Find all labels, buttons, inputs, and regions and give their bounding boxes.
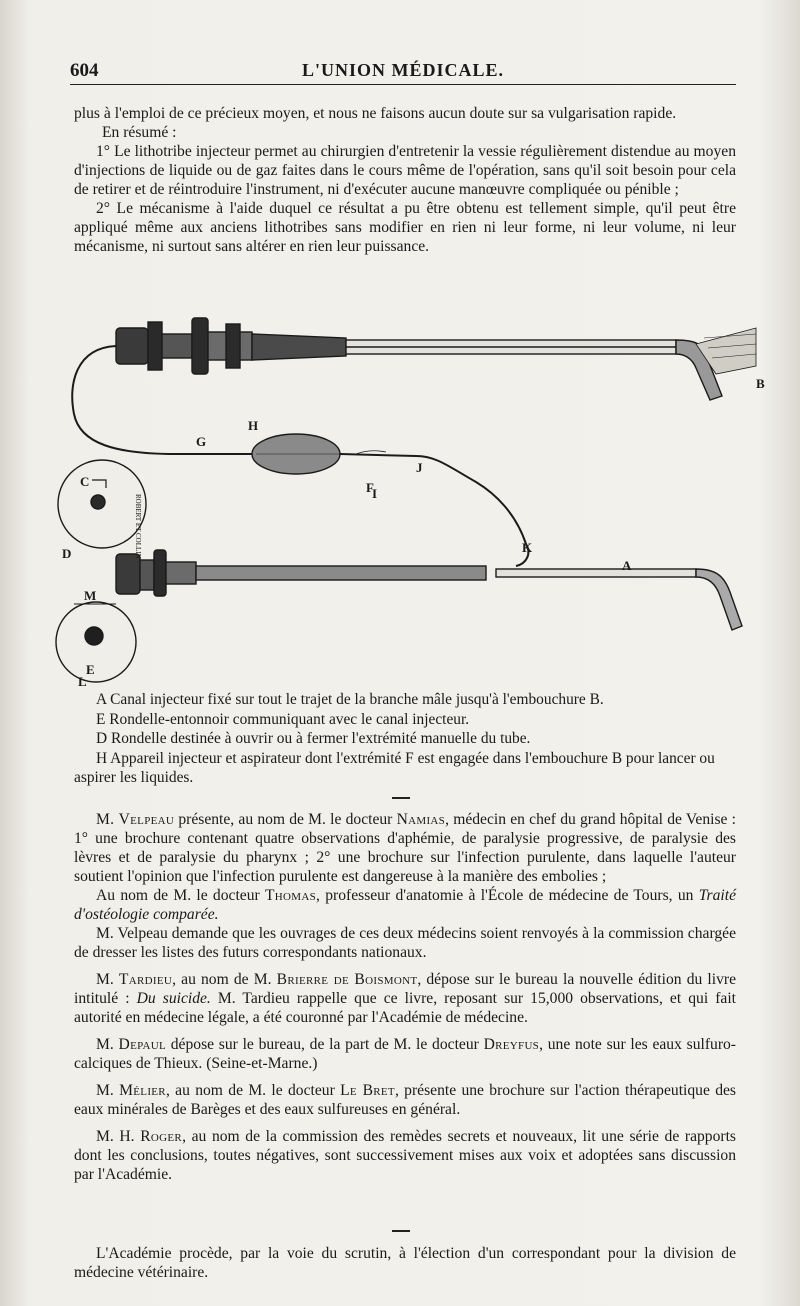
summary-point-1: 1° Le lithotribe injecteur permet au chirurgien d'entretenir la vessie régulièrement distendue au moyen d'injections de liquide ou de gaz faites dans le cours même de l'opération, sans qu'il soit besoin pour cela de retirer et de réintroduire l'instrument, ni d'exécuter aucune manœuvre compliquée ou pénible ; — [74, 143, 736, 198]
label-g: G — [196, 434, 207, 449]
rondelle-upper — [58, 460, 146, 548]
paragraph-melier: M. Mélier, au nom de M. le docteur Le Bret, présente une brochure sur l'action thérapeutique des eaux minérales de Barèges et des eaux sulfureuses en général. — [74, 1082, 736, 1118]
paragraph-roger: M. H. Roger, au nom de la commission des remèdes secrets et nouveaux, lit une série de rapports dont les conclusions, toutes négatives, sont successivement mises aux voix et adoptées sans discussion par l'Académie. — [74, 1128, 736, 1183]
injector-bulb — [252, 434, 526, 544]
body-text — [74, 810, 736, 1184]
label-c: C — [80, 474, 90, 489]
separator-bottom — [392, 1230, 410, 1232]
paragraph-velpeau: M. Velpeau présente, au nom de M. le docteur Namias, médecin en chef du grand hôpital de Venise : 1° une brochure contenant quatre observations d'aphémie, de paralysie progressive, de paralysie des lèvres et de paralysie du pharynx ; 2° une brochure sur l'infection purulente, dans laquelle l'auteur soutient l'opinion que l'infection purulente est dangereuse à la manière des embolies ; — [74, 811, 736, 885]
figure-caption — [74, 690, 736, 788]
paragraph-tardieu: M. Tardieu, au nom de M. Brierre de Boismont, dépose sur le bureau la nouvelle édition du livre intitulé : Du suicide. M. Tardieu rappelle que ce livre, reposant sur 15,000 observations, et qui fait autorité en médecine légale, a été couronné par l'Académie de médecine. — [74, 971, 737, 1026]
label-j: J — [416, 460, 423, 475]
label-k: K — [522, 540, 533, 555]
caption-h: H Appareil injecteur et aspirateur dont l'extrémité F est engagée dans l'embouchure B pour lancer ou aspirer les liquides. — [74, 749, 715, 786]
separator — [392, 797, 410, 799]
running-header — [70, 58, 736, 85]
label-l: L — [78, 674, 87, 689]
journal-title: L'UNION MÉDICALE. — [301, 60, 505, 80]
paragraph-depaul: M. Depaul dépose sur le bureau, de la part de M. le docteur Dreyfus, une note sur les eaux sulfuro-calciques de Thieux. (Seine-et-Marne.) — [74, 1036, 737, 1072]
caption-a: A Canal injecteur fixé sur tout le trajet de la branche mâle jusqu'à l'embouchure B. — [96, 691, 604, 708]
label-h: H — [248, 418, 259, 433]
maker-stamp: ROBERT ET COLLIN — [134, 494, 142, 559]
intro-paragraph: plus à l'emploi de ce précieux moyen, et nous ne faisons aucun doute sur sa vulgarisation rapide. — [74, 105, 677, 122]
paragraph-velpeau-request: M. Velpeau demande que les ouvrages de ces deux médecins soient renvoyés à la commission chargée de dresser les listes des futurs correspondants nationaux. — [74, 925, 736, 961]
label-i: I — [372, 486, 378, 501]
caption-d: D Rondelle destinée à ouvrir ou à fermer l'extrémité manuelle du tube. — [96, 730, 531, 747]
upper-lithotribe — [116, 318, 756, 400]
lithotribe-figure — [56, 304, 765, 689]
summary-heading: En résumé : — [102, 124, 177, 141]
caption-e: E Rondelle-entonnoir communiquant avec le canal injecteur. — [96, 710, 470, 728]
label-a: A — [622, 558, 632, 573]
label-e: E — [86, 662, 95, 677]
label-d: D — [62, 546, 72, 561]
lower-lithotribe — [116, 550, 742, 630]
label-f: F — [366, 480, 374, 495]
label-b: B — [756, 376, 765, 391]
summary-point-2: 2° Le mécanisme à l'aide duquel ce résultat a pu être obtenu est tellement simple, qu'il peut être appliqué même aux anciens lithotribes sans modifier en rien ni leur forme, ni leur volume, ni leur mécanisme, ni surtout sans altérer en rien leur puissance. — [74, 200, 736, 255]
closing-text — [74, 1244, 736, 1282]
paragraph-election: L'Académie procède, par la voie du scrutin, à l'élection d'un correspondant pour la division de médecine vétérinaire. — [74, 1245, 736, 1281]
intro-text — [74, 104, 736, 256]
paragraph-thomas: Au nom de M. le docteur Thomas, professeur d'anatomie à l'École de médecine de Tours, un Traité d'ostéologie comparée. — [74, 887, 736, 923]
label-m: M — [84, 588, 97, 603]
rondelle-lower — [56, 602, 136, 682]
page-number: 604 — [70, 60, 99, 81]
